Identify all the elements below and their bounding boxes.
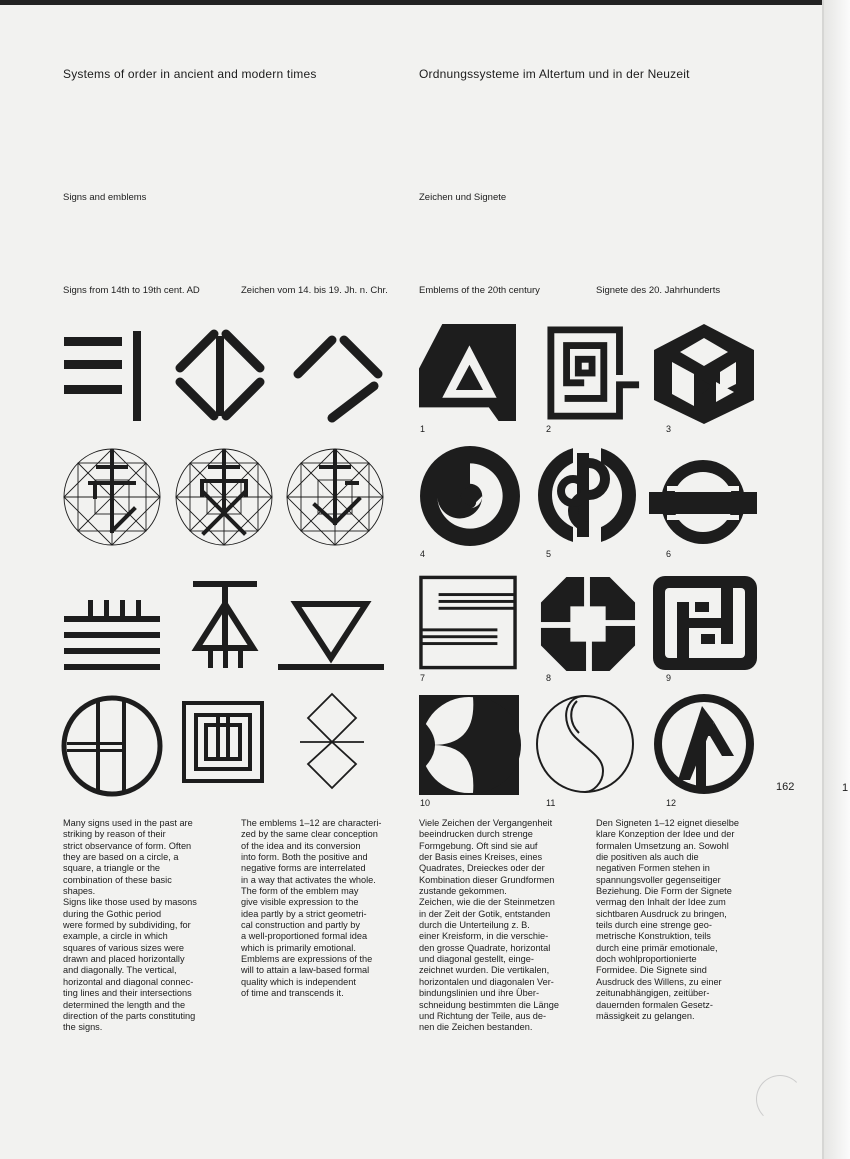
emblem-8-octagon-square [539,575,637,673]
mason-construction-sign-2 [174,447,274,547]
section-title-german: Zeichen und Signete [419,192,507,203]
emblem-12-arrow-circle [650,692,758,796]
emblem-7-lined-square [419,575,517,670]
body-text-german-1 [419,818,589,1034]
mason-sign-circle-bars [60,694,164,798]
emblem-number: 5 [546,549,552,559]
mason-sign-nested-square [181,700,265,784]
emblem-number: 8 [546,673,552,683]
paragraph: Den Signeten 1–12 eignet dieselbe klare Konzeption der Idee und der formalen Umsetzung an. Sowohl die positiven als auch die negativen Formen stehen in spannungsvoller gegenseitiger Beziehung. Die Form der Signete vermag den Inhalt der Idee zum sichtbaren Ausdruck zu bringen, teils durch eine strenge geo- metrische Konstruktion, teils durch eine primär emotionale, doch wohlproportionierte Formidee. Die Signete sind Ausdruck des Willens, zu einer zeitunabhängigen, zeitüber- dauernden formalen Gesetz- mässigkeit zu gelangen. [596,818,740,1021]
paper-curl-mark [756,1075,804,1123]
paragraph: Many signs used in the past are striking by reason of their strict observance of form. Often they are based on a circle, a square, a triangle or the combination of these basic shapes. Signs like those used by masons during the Gothic period were formed by subdividing, for example, a circle in which squares of various sizes were drawn and placed horizontally and diagonally. The vertical, horizontal and diagonal connec- ting lines and their intersections determined the length and the direction of the parts constituting the signs. [63,818,197,1033]
emblem-number: 2 [546,424,552,434]
emblem-10-circle-in-square [419,695,519,795]
page-top-border [0,0,850,5]
section-title-english: Signs and emblems [63,192,147,203]
emblem-number: 6 [666,549,672,559]
mason-sign-comb [60,594,164,674]
emblem-9-h-rounded-square [651,574,759,672]
paragraph: Viele Zeichen der Vergangenheit beeindrucken durch strenge Formgebung. Oft sind sie auf der Basis eines Kreises, eines Quadrates, Dreieckes oder der Kombination dieser Grundformen zustande gekommen. Zeichen, wie die der Steinmetzen in der Zeit der Gotik, entstanden durch die Unterteilung z. B. einer Kreisform, in die verschie- den grosse Quadrate, horizontal und diagonal gestellt, einge- zeichnet wurden. Die vertikalen, horizontalen und diagonalen Ver- bindungslinien und ihre Über- schneidung bestimmten die Länge und Richtung der Teile, aus de- nen die Zeichen bestanden. [419,818,559,1033]
next-page-edge [822,0,850,1159]
page-fold-line [822,0,824,1159]
column-heading-historic-en: Signs from 14th to 19th cent. AD [63,285,200,296]
emblem-number: 1 [420,424,426,434]
mason-sign-triangle-up [183,580,267,672]
paragraph: The emblems 1–12 are characteri- zed by the same clear conception of the idea and its conversion into form. Both the positive and negative forms are interrelated in a way that activates the whole. The form of the emblem may give visible expression to the idea partly by a strict geometri- cal construction and partly by a well-proportioned formal idea which is primarily emotional. Emblems are expressions of the will to attain a law-based formal quality which is independent of time and transcends it. [241,818,382,999]
emblem-11-s-circle [533,693,637,795]
body-text-english-1 [63,818,233,1034]
title-english: Systems of order in ancient and modern times [63,67,317,81]
column-heading-modern-en: Emblems of the 20th century [419,285,540,296]
mason-sign-bars [60,327,156,427]
column-heading-modern-de: Signete des 20. Jahrhunderts [596,285,721,296]
emblem-1-triangle-a [419,324,516,421]
body-text-german-2 [596,818,766,1022]
emblem-number: 3 [666,424,672,434]
next-page-number-edge: 1 [842,782,849,794]
column-heading-historic-de: Zeichen vom 14. bis 19. Jh. n. Chr. [241,285,388,296]
emblem-number: 12 [666,798,677,808]
emblem-5-ds-circle [537,443,637,547]
mason-sign-triangle-down [276,598,386,672]
title-german: Ordnungssysteme im Altertum und in der Neuzeit [419,67,690,81]
emblem-3-hexagon-cube [650,322,758,426]
emblem-number: 10 [420,798,431,808]
body-text-english-2 [241,818,411,1000]
page-number: 162 [776,781,795,793]
emblem-number: 11 [546,798,556,808]
emblem-number: 7 [420,673,426,683]
mason-sign-double-diamond [296,690,368,792]
mason-construction-sign-3 [285,447,385,547]
mason-construction-sign-1 [62,447,162,547]
emblem-number: 9 [666,673,672,683]
mason-sign-diamond [170,326,270,426]
emblem-6-bar-circle [647,456,759,546]
emblem-2-square-spiral [545,324,643,422]
emblem-number: 4 [420,549,426,559]
mason-sign-chevron [288,326,388,426]
emblem-4-spiral-circle [419,445,521,547]
